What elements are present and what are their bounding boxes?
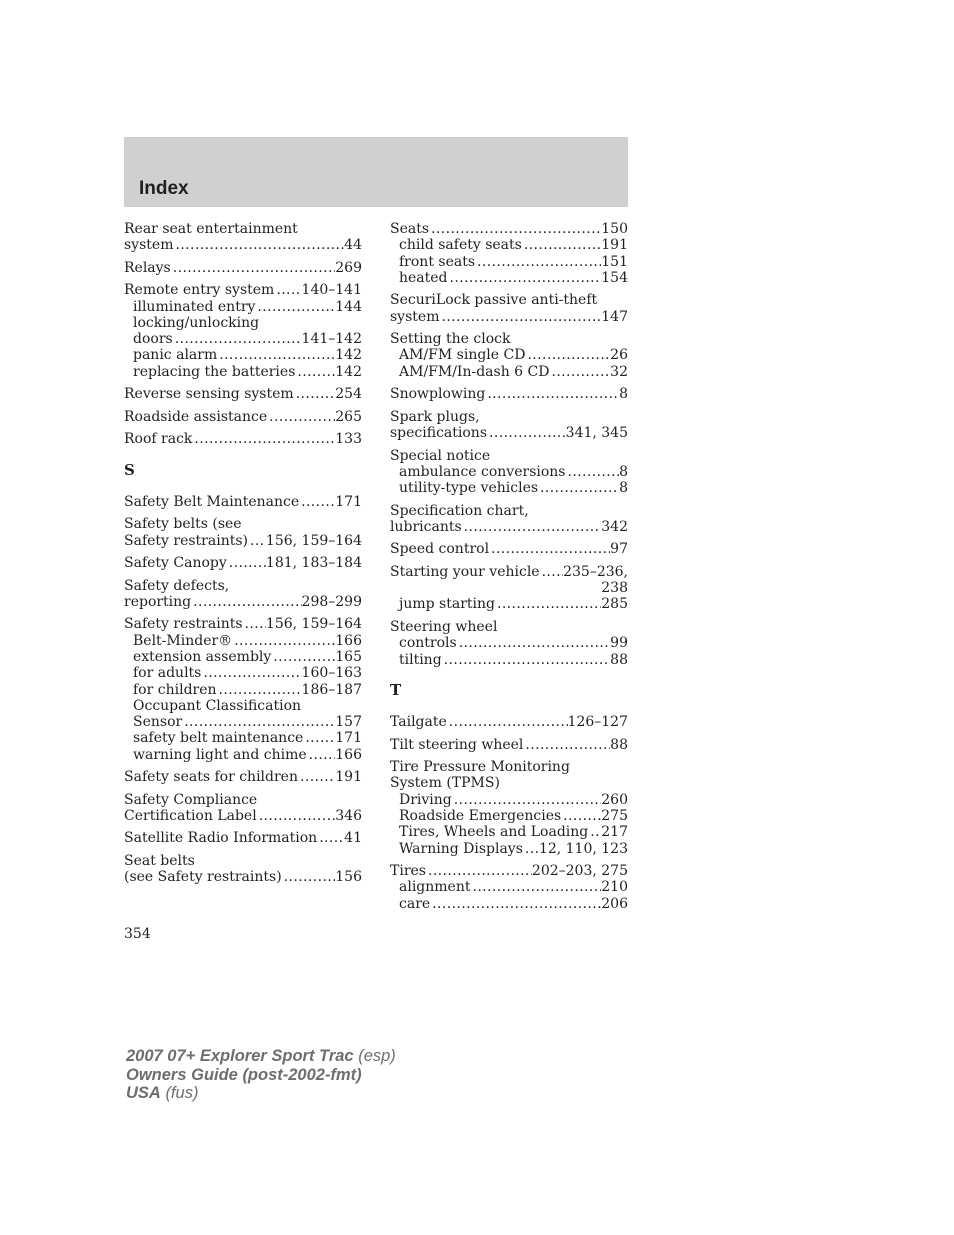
entry-term: Seat belts (124, 852, 195, 869)
dot-leader (475, 254, 601, 270)
index-entry-line (390, 759, 628, 775)
entry-page-ref: 26 (610, 347, 628, 364)
dot-leader (217, 682, 302, 698)
entry-page-ref: 342 (601, 518, 628, 535)
index-entry-line (124, 769, 362, 785)
entry-term: replacing the batteries (133, 363, 296, 380)
dot-leader (299, 494, 335, 510)
dot-leader (522, 237, 601, 253)
index-entry (124, 386, 362, 402)
index-entry-line (390, 619, 628, 635)
entry-term: ambulance conversions (399, 463, 566, 480)
index-entry-line (390, 775, 628, 791)
index-subentry-line (124, 747, 362, 763)
index-entry (390, 221, 628, 286)
index-entry-line (124, 282, 362, 298)
entry-term: AM/FM single CD (399, 347, 526, 364)
index-entry (124, 516, 362, 549)
entry-term: Roof rack (124, 431, 193, 448)
footer-market-code: (fus) (165, 1084, 199, 1102)
index-entry-line (124, 853, 362, 869)
index-subentry-line (124, 633, 362, 649)
index-entry-line (124, 830, 362, 846)
entry-term: Tilt steering wheel (390, 736, 524, 753)
dot-leader (462, 519, 602, 535)
dot-leader (448, 270, 602, 286)
dot-leader (173, 331, 302, 347)
entry-term: specifications (390, 425, 488, 442)
index-subentry-line (390, 270, 628, 286)
entry-term: for children (133, 681, 217, 698)
entry-term: reporting (124, 593, 192, 610)
dot-leader (538, 480, 619, 496)
index-column-left (124, 221, 362, 892)
index-subentry-line (390, 254, 628, 270)
index-subentry-line (390, 652, 628, 668)
section-letter-s: S (124, 460, 135, 479)
index-entry-line (124, 516, 362, 532)
entry-page-ref: 44 (344, 237, 362, 254)
dot-leader (452, 792, 602, 808)
entry-page-ref: 141–142 (301, 331, 362, 348)
entry-term: Safety seats for children (124, 769, 298, 786)
entry-term: Speed control (390, 541, 490, 558)
index-entry-line (390, 564, 628, 580)
dot-leader (588, 824, 601, 840)
index-entry (390, 737, 628, 753)
dot-leader (523, 737, 610, 753)
dot-leader (255, 299, 335, 315)
dot-leader (295, 364, 335, 380)
dot-leader (426, 863, 532, 879)
index-entry-line (390, 331, 628, 347)
footer-line-1 (126, 1047, 396, 1066)
index-entry-line (124, 533, 362, 549)
entry-page-ref: 191 (601, 237, 628, 254)
entry-term: Belt-Minder® (133, 632, 233, 649)
entry-page-ref: 41 (344, 830, 362, 847)
dot-leader (271, 649, 335, 665)
index-entry-line (390, 409, 628, 425)
index-subentry-line (390, 841, 628, 857)
index-subentry-line (390, 635, 628, 651)
index-entry-line (124, 594, 362, 610)
entry-term: care (399, 895, 431, 912)
left-groups-before (124, 221, 362, 448)
dot-leader (470, 879, 601, 895)
dot-leader (430, 896, 601, 912)
entry-page-ref: 8 (619, 386, 628, 403)
entry-term: Relays (124, 259, 171, 276)
entry-term: Sensor (133, 714, 183, 731)
footer-guide: Owners Guide (post-2002-fmt) (126, 1065, 362, 1084)
dot-leader (485, 386, 619, 402)
right-groups-after (390, 714, 628, 912)
entry-term: Starting your vehicle (390, 563, 540, 580)
entry-page-ref: 126–127 (567, 714, 628, 731)
entry-page-ref: 133 (335, 431, 362, 448)
entry-term: System (TPMS) (390, 775, 500, 792)
index-entry (124, 578, 362, 611)
entry-page-ref: 156, 159–164 (265, 616, 362, 633)
entry-page-ref: 254 (335, 386, 362, 403)
entry-term: jump starting (399, 596, 495, 613)
index-subentry-line (124, 714, 362, 730)
entry-page-ref: 97 (610, 541, 628, 558)
index-entry (390, 386, 628, 402)
index-entry-line (124, 494, 362, 510)
entry-term: Seats (390, 221, 430, 237)
index-entry-line (390, 386, 628, 402)
dot-leader (457, 635, 610, 651)
entry-page-ref: 217 (601, 824, 628, 841)
entry-term: Safety Canopy (124, 555, 227, 572)
entry-term: lubricants (390, 518, 462, 535)
index-entry (124, 555, 362, 571)
entry-page-ref: 150 (601, 221, 628, 237)
entry-page-ref: 171 (335, 493, 362, 510)
page-number: 354 (124, 926, 151, 942)
entry-page-ref: 206 (601, 895, 628, 912)
entry-term: Rear seat entertainment (124, 221, 298, 237)
entry-term: panic alarm (133, 347, 218, 364)
entry-term: Reverse sensing system (124, 386, 294, 403)
index-entry-line (124, 869, 362, 885)
section-letter-t: T (390, 680, 402, 699)
index-entry (390, 331, 628, 380)
entry-term: doors (133, 331, 173, 348)
entry-page-ref: 151 (601, 253, 628, 270)
dot-leader (282, 869, 336, 885)
index-entry (124, 616, 362, 763)
index-entry-line (390, 221, 628, 237)
index-entry-line (390, 737, 628, 753)
dot-leader (439, 309, 601, 325)
entry-term: Roadside Emergencies (399, 807, 562, 824)
index-entry (390, 863, 628, 912)
index-entry-line (390, 309, 628, 325)
index-entry (390, 564, 628, 613)
entry-page-ref: 191 (335, 769, 362, 786)
dot-leader (549, 364, 610, 380)
dot-leader (540, 564, 564, 580)
index-subentry-line (124, 730, 362, 746)
index-subentry-line (390, 464, 628, 480)
entry-page-ref: 260 (601, 791, 628, 808)
entry-page-ref: 88 (610, 651, 628, 668)
dot-leader (227, 555, 266, 571)
entry-term: extension assembly (133, 648, 272, 665)
entry-term: Safety belts (see (124, 516, 242, 533)
entry-term: Setting the clock (390, 331, 511, 348)
entry-term: warning light and chime (133, 746, 307, 763)
entry-page-ref: 156 (335, 869, 362, 886)
footer-model: 2007 07+ Explorer Sport Trac (126, 1047, 354, 1065)
entry-term: child safety seats (399, 237, 522, 254)
entry-term: alignment (399, 879, 471, 896)
entry-page-ref: 142 (335, 347, 362, 364)
dot-leader (442, 652, 611, 668)
index-entry-line (124, 221, 362, 237)
right-groups-before (390, 221, 628, 668)
dot-leader (173, 237, 344, 253)
entry-page-ref: 12, 110, 123 (538, 840, 628, 857)
entry-page-ref: 140–141 (301, 282, 362, 299)
dot-leader (192, 431, 335, 447)
entry-page-ref: 160–163 (301, 665, 362, 682)
index-subentry-line (124, 331, 362, 347)
entry-term: Occupant Classification (133, 697, 302, 714)
index-subentry-line (390, 237, 628, 253)
dot-leader (201, 665, 301, 681)
entry-term: Certification Label (124, 807, 257, 824)
index-entry (124, 494, 362, 510)
dot-leader (489, 541, 610, 557)
dot-leader (243, 616, 266, 632)
index-subentry-line (390, 480, 628, 496)
entry-term: Safety defects, (124, 577, 230, 594)
index-entry (124, 221, 362, 254)
index-entry (390, 619, 628, 668)
entry-page-ref: 147 (601, 308, 628, 325)
dot-leader (182, 714, 335, 730)
entry-page-ref: 156, 159–164 (265, 532, 362, 549)
index-subentry-line (390, 792, 628, 808)
entry-page-ref: 154 (601, 269, 628, 286)
dot-leader (294, 386, 336, 402)
index-entry-line (390, 714, 628, 730)
entry-term: Specification chart, (390, 502, 529, 519)
footer-line-3 (126, 1084, 396, 1103)
index-entry-line (124, 431, 362, 447)
entry-page-ref: 265 (335, 408, 362, 425)
index-subentry-line (124, 682, 362, 698)
index-entry-line (124, 260, 362, 276)
index-entry (124, 409, 362, 425)
dot-leader (217, 347, 335, 363)
index-subentry-line (124, 364, 362, 380)
index-entry-line (390, 541, 628, 557)
entry-page-ref: 32 (610, 363, 628, 380)
dot-leader (495, 596, 601, 612)
index-entry (124, 431, 362, 447)
entry-page-ref: 166 (335, 632, 362, 649)
entry-term: Tire Pressure Monitoring (390, 759, 570, 776)
page-title: Index (139, 178, 189, 199)
dot-leader (307, 747, 336, 763)
index-entry (124, 853, 362, 886)
entry-term: Safety restraints) (124, 532, 248, 549)
entry-term: Spark plugs, (390, 408, 480, 425)
entry-page-ref: 275 (601, 807, 628, 824)
entry-term: for adults (133, 665, 202, 682)
index-entry-line (390, 448, 628, 464)
dot-leader (565, 464, 619, 480)
index-subentry-line (390, 879, 628, 895)
entry-term: Tailgate (390, 714, 447, 731)
entry-term: heated (399, 269, 448, 286)
index-entry-line (390, 503, 628, 519)
entry-term: Driving (399, 791, 452, 808)
index-subentry-line (124, 698, 362, 714)
index-entry (390, 292, 628, 325)
index-entry-line (124, 237, 362, 253)
entry-term: Tires (390, 863, 426, 880)
dot-leader (317, 830, 344, 846)
entry-page-ref: 88 (610, 736, 628, 753)
entry-term: AM/FM/In-dash 6 CD (399, 363, 550, 380)
index-subentry-line (124, 299, 362, 315)
dot-leader (267, 409, 335, 425)
index-entry (124, 282, 362, 380)
dot-leader (487, 425, 566, 441)
index-entry (124, 260, 362, 276)
footer-model-code: (esp) (358, 1047, 396, 1065)
index-entry (390, 714, 628, 730)
dot-leader (303, 730, 335, 746)
index-entry (124, 792, 362, 825)
entry-page-ref: 235–236, (563, 563, 628, 580)
entry-page-ref: 181, 183–184 (265, 555, 362, 572)
entry-term: (see Safety restraints) (124, 869, 282, 886)
index-subentry-line (390, 824, 628, 840)
entry-term: tilting (399, 651, 442, 668)
entry-term: Safety Compliance (124, 791, 258, 808)
entry-page-ref: 142 (335, 363, 362, 380)
left-groups-after (124, 494, 362, 886)
entry-page-ref: 269 (335, 259, 362, 276)
entry-page-ref: 8 (619, 463, 628, 480)
dot-leader (523, 841, 539, 857)
entry-term: illuminated entry (133, 298, 256, 315)
entry-page-ref: 165 (335, 648, 362, 665)
dot-leader (561, 808, 601, 824)
entry-term: Remote entry system (124, 282, 275, 299)
entry-term: Safety Belt Maintenance (124, 493, 300, 510)
dot-leader (248, 533, 266, 549)
entry-page-ref: 346 (335, 807, 362, 824)
entry-term: Satellite Radio Information (124, 830, 318, 847)
footer (126, 1047, 396, 1103)
dot-leader (298, 769, 335, 785)
entry-term: system (390, 308, 440, 325)
entry-term: controls (399, 635, 457, 652)
index-subentry-line (124, 347, 362, 363)
dot-leader (257, 808, 336, 824)
index-subentry-line (390, 896, 628, 912)
entry-term: locking/unlocking (133, 314, 260, 331)
entry-term: SecuriLock passive anti-theft (390, 292, 598, 309)
index-entry-line (124, 792, 362, 808)
entry-term: Snowplowing (390, 386, 486, 403)
dot-leader (447, 714, 568, 730)
dot-leader (429, 221, 601, 237)
index-entry (390, 541, 628, 557)
index-column-right (390, 221, 628, 918)
index-entry-line (124, 616, 362, 632)
entry-page-ref: 8 (619, 480, 628, 497)
entry-page-ref: 341, 345 (565, 425, 628, 442)
header-band (124, 137, 628, 207)
entry-term: Roadside assistance (124, 408, 268, 425)
dot-leader (525, 347, 610, 363)
index-entry-line (124, 386, 362, 402)
entry-page-ref: 210 (601, 879, 628, 896)
dot-leader (232, 633, 335, 649)
index-entry-line (390, 863, 628, 879)
index-subentry-line (390, 347, 628, 363)
index-subentry-line (390, 364, 628, 380)
index-entry (390, 448, 628, 497)
entry-page-ref: 157 (335, 714, 362, 731)
index-entry-line (124, 808, 362, 824)
index-entry-line (390, 292, 628, 308)
index-entry (390, 759, 628, 857)
index-entry-line (124, 409, 362, 425)
index-subentry-line (390, 808, 628, 824)
entry-term: utility-type vehicles (399, 480, 539, 497)
entry-page-ref: 99 (610, 635, 628, 652)
index-entry (390, 503, 628, 536)
entry-page-ref: 238 (601, 580, 628, 597)
index-entry-line (390, 519, 628, 535)
entry-page-ref: 285 (601, 596, 628, 613)
index-entry (390, 409, 628, 442)
index-entry-line (124, 555, 362, 571)
entry-page-ref: 186–187 (301, 681, 362, 698)
entry-page-ref: 166 (335, 746, 362, 763)
entry-term: Special notice (390, 447, 491, 464)
footer-market: USA (126, 1084, 161, 1102)
entry-term: Steering wheel (390, 618, 498, 635)
entry-term: system (124, 237, 174, 254)
index-entry (124, 769, 362, 785)
entry-page-ref: 144 (335, 298, 362, 315)
index-entry (124, 830, 362, 846)
index-subentry-line (124, 665, 362, 681)
entry-term: front seats (399, 253, 476, 270)
index-entry-line (390, 425, 628, 441)
entry-page-ref: 171 (335, 730, 362, 747)
dot-leader (274, 282, 301, 298)
entry-page-ref: 202–203, 275 (531, 863, 628, 880)
index-subentry-line (390, 596, 628, 612)
entry-term: Tires, Wheels and Loading (399, 824, 589, 841)
entry-term: Warning Displays (399, 840, 523, 857)
index-subentry-line (124, 315, 362, 331)
dot-leader (191, 594, 301, 610)
footer-line-2 (126, 1066, 396, 1085)
dot-leader (171, 260, 336, 276)
index-subentry-line (124, 649, 362, 665)
entry-term: safety belt maintenance (133, 730, 304, 747)
index-entry-line (124, 578, 362, 594)
entry-page-ref: 298–299 (301, 593, 362, 610)
entry-term: Safety restraints (124, 616, 243, 633)
index-entry-line (390, 580, 628, 596)
